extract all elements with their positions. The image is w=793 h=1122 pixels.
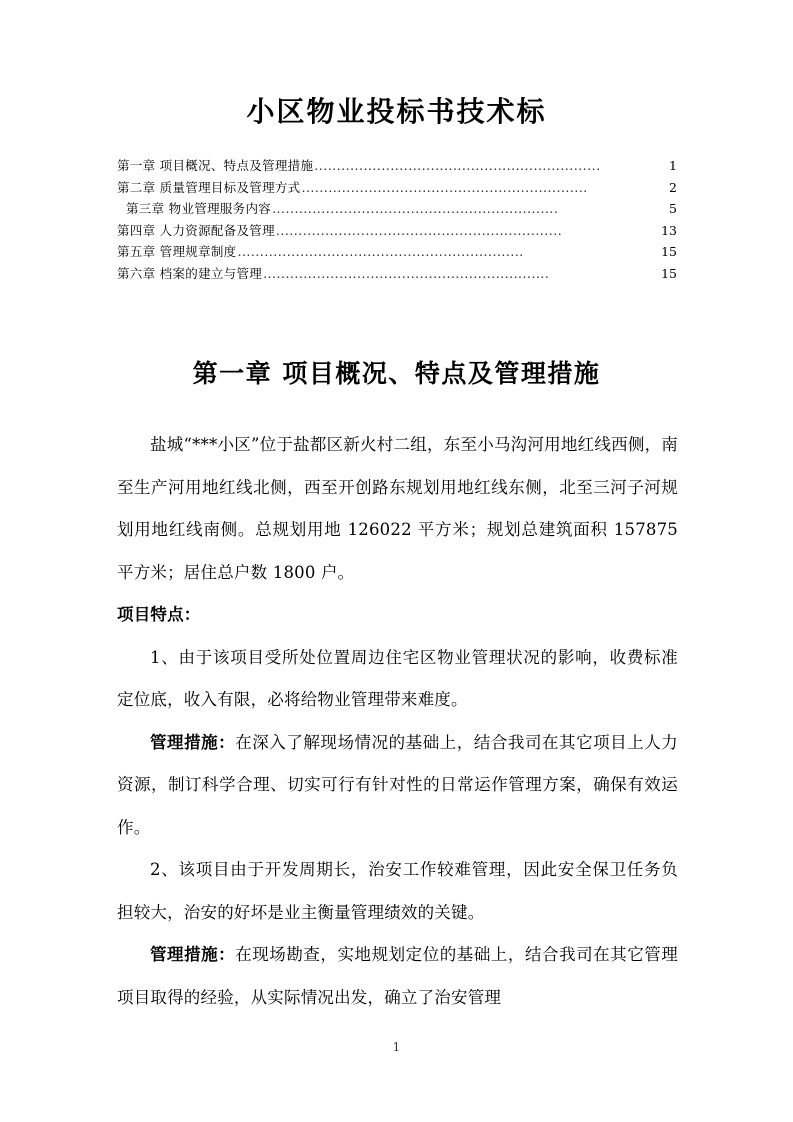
- toc-entry-label: 第四章 人力资源配备及管理: [117, 222, 275, 238]
- toc-entry-label: 第一章 项目概况、特点及管理措施: [117, 158, 314, 173]
- measure-1-label: 管理措施：: [150, 732, 236, 752]
- paragraph-measure-1: [117, 722, 678, 850]
- paragraph-feature-2: 2、该项目由于开发周期长，治安工作较难管理，因此安全保卫任务负担较大，治安的好坏是业主衡量管理绩效的关键。: [117, 860, 678, 922]
- measure-2-text: 在现场勘查，实地规划定位的基础上，结合我司在其它管理项目取得的经验，从实际情况出发，确立了治安管理: [117, 945, 678, 1007]
- toc-entry-page: 15: [661, 265, 677, 281]
- toc-leader-dots: ................................................................: [272, 201, 559, 216]
- toc-entry-page: 15: [661, 244, 677, 259]
- table-of-contents: [117, 155, 677, 284]
- paragraph-measure-2: [117, 934, 678, 1019]
- toc-entry-chapter-3[interactable]: [117, 198, 677, 220]
- toc-entry-page: 2: [669, 179, 677, 195]
- paragraph-project-overview: 盐城“***小区”位于盐都区新火村二组，东至小马沟河用地红线西侧，南至生产河用地红线北侧，西至开创路东规划用地红线东侧，北至三河子河规划用地红线南侧。总规划用地 126022 平方米；规划总建筑面积 157875 平方米；居住总户数 1800 户。: [117, 435, 678, 582]
- toc-entry-label: 第六章 档案的建立与管理: [117, 265, 263, 281]
- measure-2-label: 管理措施：: [150, 945, 236, 964]
- page-number-footer: 1: [392, 1040, 401, 1054]
- toc-leader-dots: ................................................................: [314, 158, 601, 173]
- document-title: 小区物业投标书技术标: [246, 95, 547, 128]
- toc-leader-dots: ................................................................: [237, 244, 524, 259]
- toc-entry-chapter-4[interactable]: [117, 220, 677, 242]
- paragraph-feature-1: 1、由于该项目受所处位置周边住宅区物业管理状况的影响，收费标准定位底，收入有限，必将给物业管理带来难度。: [117, 647, 678, 709]
- toc-entry-label: 第三章 物业管理服务内容: [126, 201, 272, 216]
- toc-entry-chapter-2[interactable]: [117, 177, 677, 199]
- body-content: [117, 424, 678, 1019]
- features-heading: 项目特点：: [117, 605, 201, 624]
- toc-entry-chapter-5[interactable]: [117, 241, 677, 263]
- toc-leader-dots: ................................................................: [263, 265, 550, 281]
- toc-entry-page: 5: [669, 201, 677, 216]
- toc-leader-dots: ................................................................: [301, 179, 588, 195]
- toc-entry-label: 第五章 管理规章制度: [117, 244, 237, 259]
- toc-leader-dots: ................................................................: [275, 222, 563, 238]
- toc-entry-chapter-6[interactable]: [117, 263, 677, 285]
- toc-entry-page: 1: [669, 158, 677, 173]
- toc-entry-page: 13: [661, 222, 677, 238]
- chapter-heading: 第一章 项目概况、特点及管理措施: [192, 359, 601, 388]
- measure-1-text: 在深入了解现场情况的基础上，结合我司在其它项目上人力资源，制订科学合理、切实可行有针对性的日常运作管理方案，确保有效运作。: [117, 732, 678, 837]
- toc-entry-label: 第二章 质量管理目标及管理方式: [117, 179, 301, 195]
- toc-entry-chapter-1[interactable]: [117, 155, 677, 177]
